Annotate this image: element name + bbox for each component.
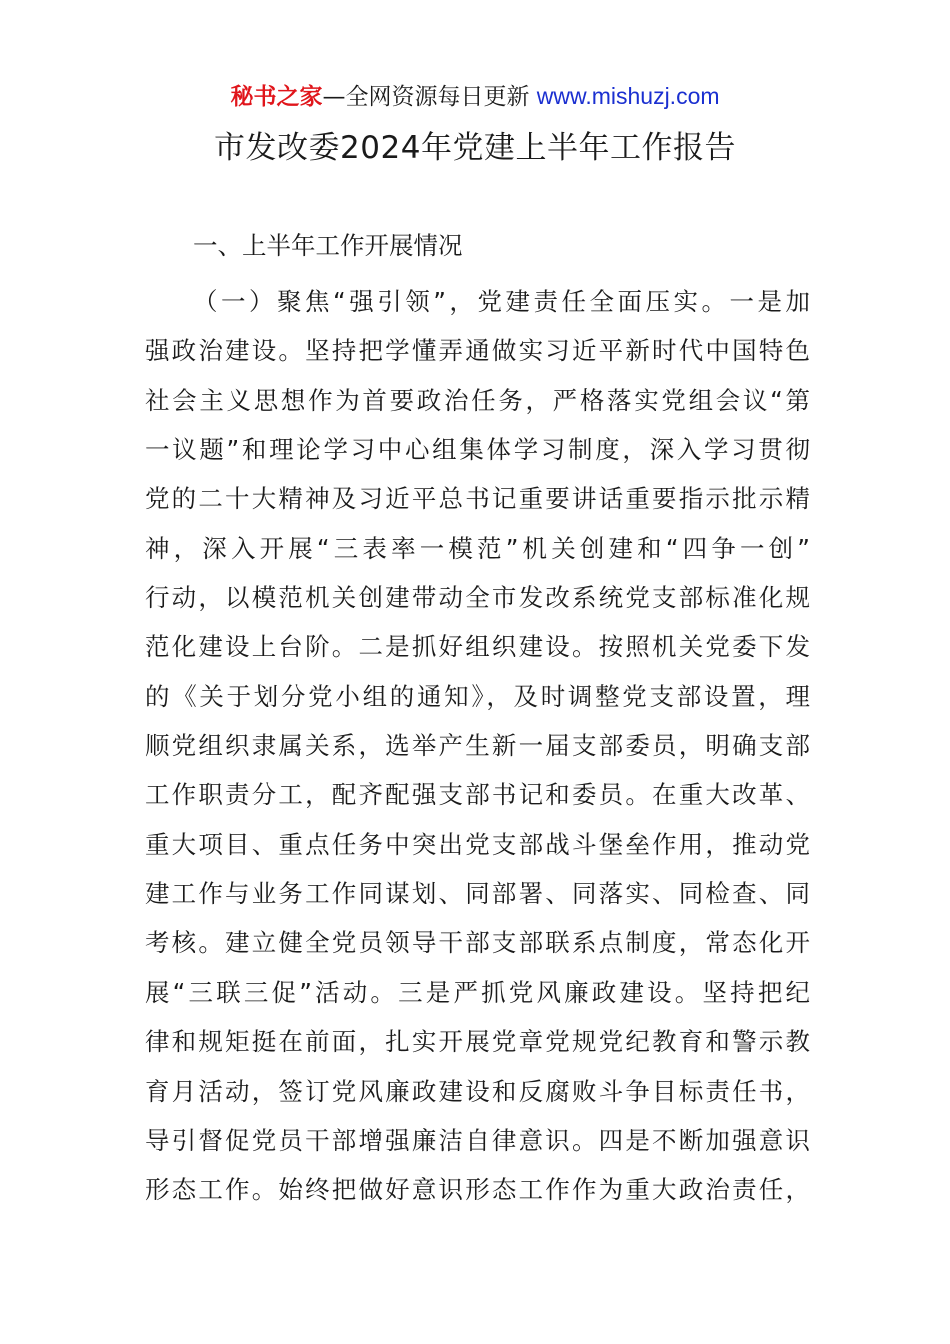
paragraph-line: 重大项目、重点任务中突出党支部战斗堡垒作用，推动党 [145,829,810,859]
paragraph-line: 的《关于划分党小组的通知》，及时调整党支部设置，理 [145,681,810,711]
paragraph-line: 范化建设上台阶。二是抓好组织建设。按照机关党委下发 [145,632,810,662]
paragraph-line: 育月活动，签订党风廉政建设和反腐败斗争目标责任书， [145,1076,810,1106]
paragraph-line: 社会主义思想作为首要政治任务，严格落实党组会议“第 [145,385,810,415]
site-slogan: —全网资源每日更新 [322,84,530,110]
site-name: 秘书之家 [230,84,323,110]
paragraph-line: 考核。建立健全党员领导干部支部联系点制度，常态化开 [145,928,810,958]
paragraph-line: 党的二十大精神及习近平总书记重要讲话重要指示批示精 [145,484,810,514]
paragraph-line: 律和规矩挺在前面，扎实开展党章党规党纪教育和警示教 [145,1027,810,1057]
paragraph-line: 行动，以模范机关创建带动全市发改系统党支部标准化规 [145,583,810,613]
site-header [0,80,950,113]
paragraph-line: 工作职责分工，配齐配强支部书记和委员。在重大改革、 [145,780,810,810]
document-title: 市发改委2024年党建上半年工作报告 [214,130,736,166]
paragraph-line: 一议题”和理论学习中心组集体学习制度，深入学习贯彻 [145,435,810,465]
paragraph-line: 建工作与业务工作同谋划、同部署、同落实、同检查、同 [145,879,810,909]
section-heading: 一、上半年工作开展情况 [193,231,463,260]
paragraph-line: 展“三联三促”活动。三是严抓党风廉政建设。坚持把纪 [145,977,810,1007]
paragraph-line: 强政治建设。坚持把学懂弄通做实习近平新时代中国特色 [145,336,810,366]
paragraph-line: 形态工作。始终把做好意识形态工作作为重大政治责任， [145,1175,810,1205]
site-url-link[interactable]: www.mishuzj.com [536,83,720,109]
paragraph-line: 神，深入开展“三表率一模范”机关创建和“四争一创” [145,533,810,563]
paragraph-line: 顺党组织隶属关系，选举产生新一届支部委员，明确支部 [145,731,810,761]
paragraph-line: 导引督促党员干部增强廉洁自律意识。四是不断加强意识 [145,1125,810,1155]
paragraph-line: （一）聚焦“强引领”，党建责任全面压实。一是加 [193,287,810,316]
body-paragraph [145,277,810,1215]
